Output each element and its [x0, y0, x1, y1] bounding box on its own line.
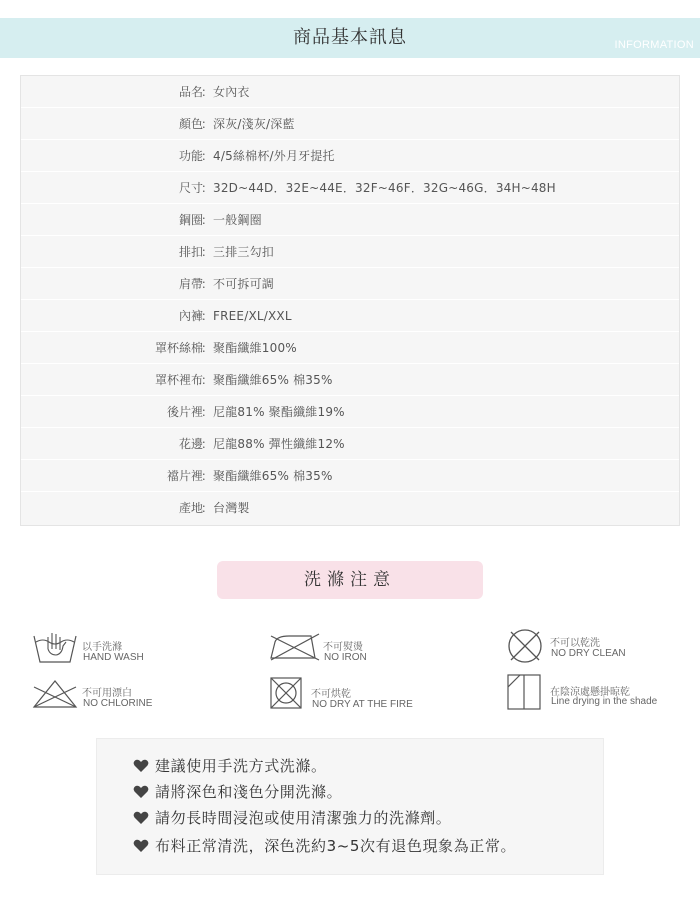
info-value: 聚酯纖維65% 棉35%	[213, 373, 333, 387]
info-value: 一般鋼圈	[213, 213, 262, 227]
care-label-en: NO CHLORINE	[83, 698, 153, 709]
care-label-cn: 以手洗滌	[82, 642, 122, 653]
heart-icon	[133, 811, 149, 825]
note-text: 請將深色和淺色分開洗滌。	[155, 783, 343, 801]
info-label: 鋼圈	[178, 213, 203, 227]
info-label: 功能	[178, 149, 203, 163]
care-label-cn: 不可以乾洗	[550, 638, 600, 649]
care-label-cn: 不可烘乾	[311, 689, 351, 700]
info-label: 顏色	[178, 117, 203, 131]
info-value: 聚酯纖維65% 棉35%	[213, 469, 333, 483]
info-colon: ：	[201, 85, 214, 99]
info-row	[21, 428, 679, 460]
no-chlorine-icon	[32, 679, 78, 709]
info-row	[21, 300, 679, 332]
info-colon: ：	[201, 277, 214, 291]
care-label-en: HAND WASH	[83, 652, 144, 663]
info-value: 尼龍81% 聚酯纖維19%	[213, 405, 345, 419]
info-label: 罩杯裡布	[154, 373, 203, 387]
info-colon: ：	[201, 309, 214, 323]
info-row	[21, 460, 679, 492]
care-item-no-chlorine	[32, 679, 232, 719]
heart-icon	[133, 759, 149, 773]
info-row	[21, 268, 679, 300]
info-colon: ：	[201, 405, 214, 419]
info-value: 尼龍88% 彈性纖維12%	[213, 437, 345, 451]
care-label-en: NO DRY CLEAN	[551, 648, 626, 659]
line-dry-shade-icon	[506, 673, 542, 711]
info-row	[21, 236, 679, 268]
info-label: 排扣	[178, 245, 203, 259]
care-item-no-iron	[269, 632, 439, 672]
info-value: 深灰/淺灰/深藍	[213, 117, 295, 131]
care-item-no-dry-clean	[506, 627, 686, 667]
section-title-information: 商品基本訊息	[293, 27, 407, 48]
info-colon: ：	[201, 149, 214, 163]
info-label: 肩帶	[178, 277, 203, 291]
info-colon: ：	[201, 341, 214, 355]
no-iron-icon	[269, 632, 321, 662]
care-label-cn: 不可熨燙	[323, 642, 363, 653]
no-tumble-dry-icon	[269, 676, 303, 710]
product-info-table	[20, 75, 680, 526]
heart-icon	[133, 785, 149, 799]
info-label: 罩杯絲棉	[154, 341, 203, 355]
info-row	[21, 76, 679, 108]
info-label: 尺寸	[178, 181, 203, 195]
care-label-en: Line drying in the shade	[551, 696, 658, 707]
info-label: 內褲	[178, 309, 203, 323]
info-label: 襠片裡	[166, 469, 203, 483]
section-subtitle: INFORMATION	[614, 39, 694, 51]
info-value: 4/5絲棉杯/外月牙提托	[213, 149, 335, 163]
wash-care-title: 洗滌注意	[217, 561, 483, 599]
info-colon: ：	[201, 501, 214, 515]
info-value: 不可拆可調	[213, 277, 275, 291]
info-row	[21, 204, 679, 236]
info-value: 台灣製	[213, 501, 250, 515]
info-colon: ：	[201, 181, 214, 195]
info-row	[21, 108, 679, 140]
info-colon: ：	[201, 213, 214, 227]
note-text: 建議使用手洗方式洗滌。	[155, 757, 327, 775]
info-label: 產地	[178, 501, 203, 515]
info-colon: ：	[201, 117, 214, 131]
info-row	[21, 172, 679, 204]
care-item-line-dry-shade	[506, 673, 686, 713]
info-label: 花邊	[178, 437, 203, 451]
info-label: 後片裡	[166, 405, 203, 419]
care-label-cn: 不可用漂白	[82, 688, 132, 699]
info-value: 女內衣	[213, 85, 250, 99]
no-dry-clean-icon	[506, 627, 544, 665]
info-row	[21, 492, 679, 525]
care-item-no-tumble-dry	[269, 676, 469, 716]
info-value: 三排三勾扣	[213, 245, 275, 259]
info-colon: ：	[201, 373, 214, 387]
care-item-hand-wash	[32, 627, 232, 667]
info-value: FREE/XL/XXL	[213, 309, 292, 323]
info-row	[21, 332, 679, 364]
care-label-en: NO IRON	[324, 652, 367, 663]
info-colon: ：	[201, 245, 214, 259]
info-row	[21, 396, 679, 428]
info-row	[21, 140, 679, 172]
info-value: 32D~44D．32E~44E．32F~46F．32G~46G．34H~48H	[213, 181, 556, 195]
hand-wash-icon	[32, 627, 78, 665]
care-label-en: NO DRY AT THE FIRE	[312, 699, 413, 710]
note-text: 布料正常清洗，深色洗約3~5次有退色現象為正常。	[155, 837, 517, 855]
info-row	[21, 364, 679, 396]
care-label-cn: 在陰涼處懸掛晾乾	[550, 687, 630, 698]
wash-notes-box	[96, 738, 604, 875]
info-colon: ：	[201, 437, 214, 451]
heart-icon	[133, 839, 149, 853]
info-colon: ：	[201, 469, 214, 483]
info-label: 品名	[178, 85, 203, 99]
note-text: 請勿長時間浸泡或使用清潔強力的洗滌劑。	[155, 809, 452, 827]
info-value: 聚酯纖維100%	[213, 341, 297, 355]
